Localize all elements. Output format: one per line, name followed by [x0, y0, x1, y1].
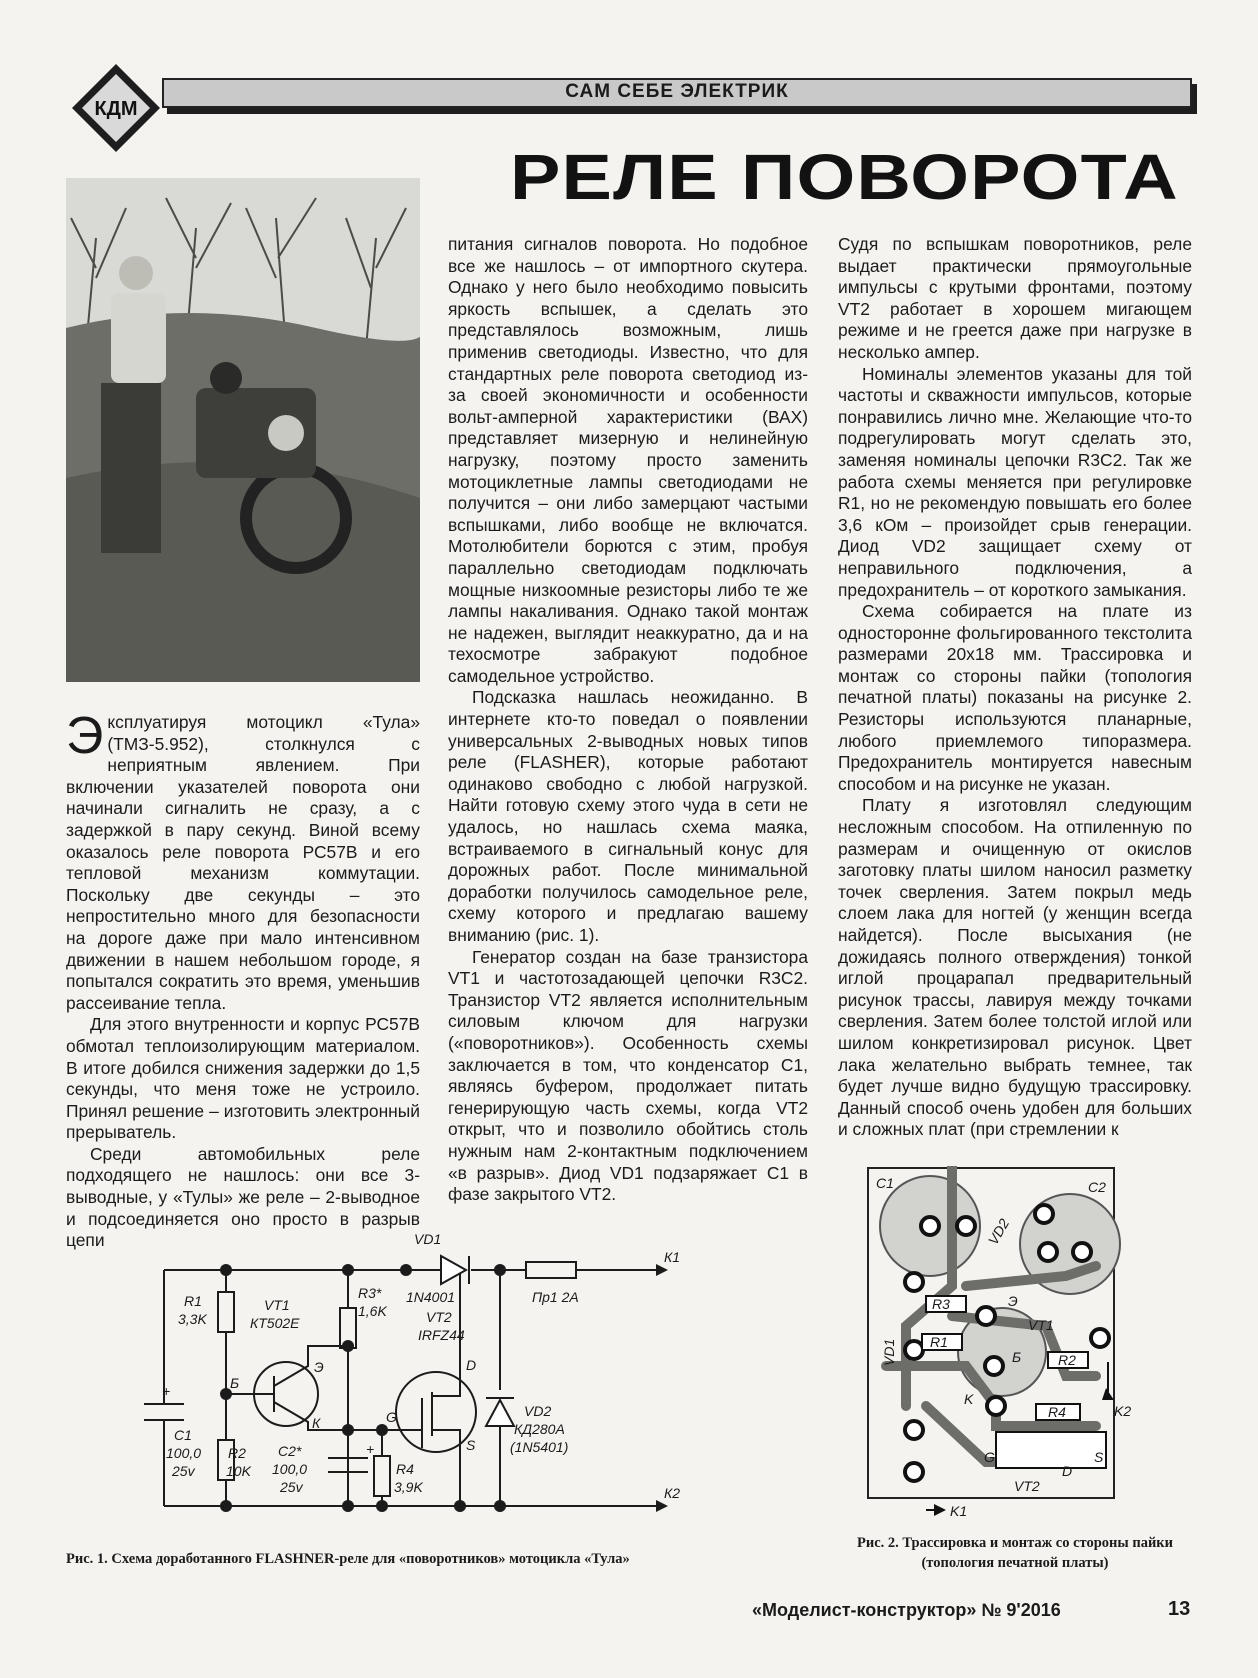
- figure-label: 1,6K: [358, 1303, 387, 1319]
- figure-label: VT1: [264, 1297, 290, 1313]
- figure-label: КТ502Е: [250, 1315, 300, 1331]
- figure-label: +: [366, 1441, 375, 1457]
- figure-label: R4: [396, 1461, 414, 1477]
- paragraph: Судя по вспышкам поворотников, реле выдает практически прямоугольные импульсы с крутыми фронтами, поэтому VT2 работает в хорошем мигающем режиме и не греется даже при нагрузке в несколько ампер.: [838, 234, 1192, 362]
- figure-label: VD2: [524, 1403, 552, 1419]
- figure-label: D: [466, 1357, 477, 1373]
- figure-label: 100,0: [166, 1445, 202, 1461]
- section-header-bar: [162, 78, 1192, 108]
- figure-label: 100,0: [272, 1461, 308, 1477]
- figure-label: D: [1062, 1463, 1073, 1479]
- figure-2-caption: Рис. 2. Трассировка и монтаж со стороны пайки (топология печатной платы): [856, 1535, 1174, 1571]
- figure-label: К2: [664, 1485, 681, 1501]
- paragraph: Схема собирается на плате из односторонне фольгированного текстолита размерами 20х18 мм. Трассировка и монтаж со стороны пайки (топология печатной платы) показаны на рисунке 2. Резисторы используются планарные, любого приемлемого типоразмера. Предохранитель монтируется навесным способом и на рисунке не указан.: [838, 601, 1192, 794]
- figure-label: Пр1 2А: [532, 1289, 579, 1305]
- figure-label: K1: [950, 1503, 968, 1519]
- paragraph: Генератор создан на базе транзистора VT1 и частотозадающей цепочки R3C2. Транзистор VT2 является исполнительным силовым ключом для нагрузки («поворотников»). Особенность схемы заключается в том, что конденсатор C1, являясь буфером, продолжает питать генерирующую часть схемы, когда VT2 открыт, что и позволило обойтись столь нужным нам 2-контактным подключением «в разрыв». Диод VD1 подзаряжает C1 в фазе закрытого VT2.: [448, 946, 808, 1205]
- figure-label: 3,9K: [394, 1479, 423, 1495]
- figure-label: K: [964, 1391, 974, 1407]
- figure-label: К: [312, 1415, 321, 1431]
- figure-label: КД280А: [514, 1421, 565, 1437]
- figure-label: Б: [230, 1375, 240, 1391]
- figure-label: C1: [876, 1175, 894, 1191]
- article-column-3: [838, 234, 1192, 1141]
- figure-label: R3*: [358, 1285, 382, 1301]
- paragraph: питания сигналов поворота. Но подобное все же нашлось – от импортного скутера. Однако у него было необходимо повысить яркость вспышек, а сделать это представлялось возможным, лишь применив светодиоды. Известно, что для стандартных реле поворота светодиод из-за своей экономичности и особенности вольт-амперной характеристики (ВАХ) представляет мизерную и нелинейную нагрузку, поэтому просто заменить мотоциклетные лампы светодиодами не получится – они либо замерцают частыми вспышками, либо вообще не включатся. Мотолюбители борются с этим, пробуя параллельно светодиодам подключать мощные низкоомные резисторы либо те же лампы накаливания. Однако такой монтаж не надежен, выглядит неаккуратно, да и на техосмотре забракуют подобное самодельное устройство.: [448, 234, 808, 686]
- figure-label: G: [386, 1409, 397, 1425]
- figure-label: VT2: [1014, 1478, 1040, 1494]
- figure-label: VT2: [426, 1309, 452, 1325]
- figure-label: 3,3K: [178, 1311, 207, 1327]
- figure-label: VD1: [414, 1231, 442, 1247]
- paragraph: Подсказка нашлась неожиданно. В интернете кто-то поведал о появлении универсальных 2-выводных новых типов реле (FLASHER), которые работают одинаково свободно с любой нагрузкой. Найти готовую схему этого чуда в сети не удалось, но нашлась схема маяка, встраиваемого в сигнальный конус для дорожных работ. После минимальной доработки получилось самодельное реле, схему которого и предлагаю вашему вниманию (рис. 1).: [448, 687, 808, 945]
- magazine-logo: [70, 62, 162, 154]
- figure-label: R1: [184, 1293, 202, 1309]
- figure-label: Э: [314, 1359, 324, 1375]
- figure-label: 10K: [226, 1463, 251, 1479]
- figure-label: +: [162, 1383, 171, 1399]
- section-title: САМ СЕБЕ ЭЛЕКТРИК: [565, 81, 789, 102]
- figure-label: Б: [1012, 1349, 1022, 1365]
- figure-label: (1N5401): [510, 1439, 569, 1455]
- article-title: РЕЛЕ ПОВОРОТА: [510, 141, 1179, 213]
- figure-label: К1: [664, 1249, 681, 1265]
- drop-cap: Э: [66, 707, 104, 765]
- figure-label: R4: [1048, 1404, 1066, 1420]
- figure-label: G: [984, 1449, 995, 1465]
- paragraph: Плату я изготовлял следующим несложным способом. На отпиленную по размерам и очищенную от окислов заготовку платы шилом наносил разметку точек сверления. Затем покрыл медь слоем лака для ногтей (у женщин всегда найдется). После высыхания (не дожидаясь полного отверждения) тонкой иглой процарапал предварительный рисунок трассы, лавируя между точками сверления. Затем более толстой иглой или шилом конкретизировал рисунок. Цвет лака желательно выбрать темнее, так будет лучше видно будущую трассировку. Данный способ очень удобен для больших и сложных плат (при стремлении к: [838, 795, 1192, 1140]
- figure-label: R2: [1058, 1352, 1076, 1368]
- logo-text: КДМ: [94, 98, 138, 120]
- figure-label: VD2: [984, 1215, 1013, 1248]
- circuit-schematic: [136, 1226, 696, 1526]
- article-column-2: [448, 234, 808, 1206]
- motorcycle-photo: [66, 178, 420, 682]
- figure-label: S: [1094, 1449, 1104, 1465]
- figure-label: C2: [1088, 1179, 1106, 1195]
- figure-label: R2: [228, 1445, 246, 1461]
- figure-label: K2: [1114, 1403, 1132, 1419]
- figure-label: C1: [174, 1427, 192, 1443]
- paragraph: Для этого внутренности и корпус РС57В обмотал теплоизолирующим материалом. В итоге добился снижения задержки до 1,5 секунды, что меня тоже не устроило. Принял решение – изготовить электронный прерыватель.: [66, 1014, 420, 1143]
- figure-label: 25v: [280, 1479, 303, 1495]
- figure-label: R3: [932, 1296, 950, 1312]
- figure-label: 25v: [172, 1463, 195, 1479]
- figure-1-caption: Рис. 1. Схема доработанного FLASHNER-реле для «поворотников» мотоцикла «Тула»: [66, 1551, 630, 1567]
- paragraph: Эксплуатируя мотоцикл «Тула» (ТМЗ-5.952), столкнулся с неприятным явлением. При включении указателей поворота они начинали сигналить не сразу, а с задержкой в пару секунд. Виной всему оказалось реле поворота РС57В и его тепловой механизм коммутации. Поскольку две секунды – это непростительно много для безопасности на дороге даже при мало интенсивном движении в нашем небольшом городе, я попытался сократить это время, уменьшив рассеивание тепла.: [66, 707, 420, 1013]
- paragraph: Номиналы элементов указаны для той частоты и скважности импульсов, которые понравились лично мне. Желающие что-то подрегулировать могут сделать это, заменяя номиналы цепочки R3C2. Так же работа схемы меняется при регулировке R1, но не рекомендую повышать его более 3,6 кОм – произойдет срыв генерации. Диод VD2 защищает схему от неправильного подключения, а предохранитель – от короткого замыкания.: [838, 363, 1192, 600]
- journal-name: «Моделист-конструктор» № 9'2016: [752, 1600, 1061, 1620]
- figure-label: S: [466, 1437, 476, 1453]
- figure-label: VD1: [881, 1338, 897, 1366]
- page-number: 13: [1168, 1598, 1191, 1620]
- figure-label: R1: [930, 1334, 948, 1350]
- paragraph: Среди автомобильных реле подходящего не нашлось: они все 3-выводные, у «Тулы» же реле – 2-выводное и подсоединяется оно просто в разрыв цепи: [66, 1143, 420, 1251]
- article-column-1: [66, 707, 420, 1252]
- figure-label: 1N4001: [406, 1289, 456, 1305]
- figure-label: C2*: [278, 1443, 302, 1459]
- figure-label: VT1: [1028, 1317, 1054, 1333]
- pcb-layout: [866, 1166, 1166, 1520]
- figure-label: IRFZ44: [418, 1327, 465, 1343]
- figure-label: Э: [1008, 1293, 1018, 1309]
